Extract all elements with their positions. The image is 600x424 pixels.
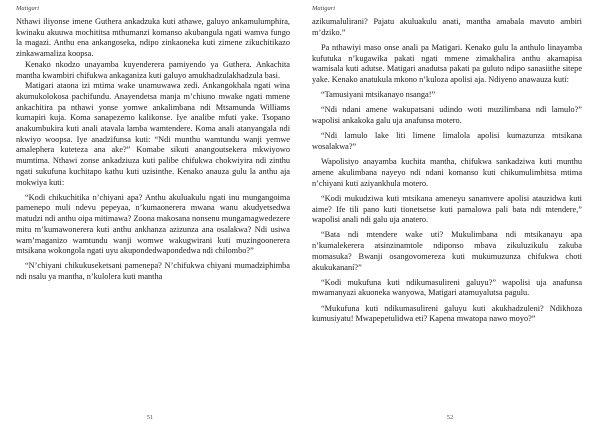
paragraph: “Ndi lamulo lake liti limene limalola apolisi kumazunza mtsikana wosalakwa?” (312, 131, 582, 152)
paragraph: Pa nthawiyi maso onse anali pa Matigari. Kenako gulu la anthulo linayamba kufutuka n’kugawika pakati ngati mmene zimakhalira anthu akamapisa wamisala kuti adutse. Matigari anadutsa pakati pa guluto ndipo sanasiithe sitepe yake. Kenako anatukula mkono n’kuloza apolisi aja. Ndiyeno anawauza kuti: (312, 42, 582, 85)
paragraph: “Bata ndi mtendere wake uti? Mukulimbana ndi mtsikanayu apa n’kumalekerera atsinzinamtole ndiponso mbava zikuluzikulu zakuba momasuka? Bwanji osangovomereza kuti mukumuzunza chifukwa choti akukukananí?” (312, 230, 582, 272)
paragraph: “Ndi ndani amene wakupatsani udindo woti muzilimbana ndi lamulo?” wapolisi ankakoka galu uja anafunsa motero. (312, 105, 582, 126)
paragraph: “N’chiyani chikukuseketsani pamenepa? N’chifukwa chiyani mumadziphimba ndi nsalu ya mantha, n’kulolera kuti mantha (16, 261, 290, 282)
paragraph: “Kodi mukudziwa kuti mtsikana ameneyu sanamvere apolisi atauzidwa kuti aime? Ife tili pano kuti tionetsetse kuti pamalowa pali bata ndi mtendere,” wapolisi anali ndi galu uja anatero. (312, 193, 582, 225)
paragraph: “Tamusiyani mtsikanayo nsanga!” (321, 90, 436, 100)
page-number: 51 (146, 414, 154, 421)
paragraph: Wapolisiyo anayamba kuchita mantha, chifukwa sankadziwa kuti munthu amene akulimbana nayeyo ndi ndani komanso kuti chikumulimbitsa mtima n’chiyani kuti aziyankhula motero. (312, 157, 582, 188)
body-text (312, 17, 582, 325)
paragraph: “Kodi mukufuna kuti ndikumasulireni galuyu?” wapolisi uja anafunsa mwamanyazi akuoneka wanyowa, Matigari atamuyalutsa pagulu. (312, 277, 582, 298)
right-page (300, 0, 600, 424)
paragraph: “Kodi chikuchitika n’chiyani apa? Anthu akuluakulu ngati inu mungangoima pamenepo muli ndevu pepeyaa, n’kumaonerera mwana wanu akudyetsedwa matudzi ndi anthu oipa mitimawa? Zoona makosana nonsenu mungamagwedezere mitu m’kumawonerera kuti anthu ankhanza azizunza ana osalakwa? Ndi usiwa wam’maganizo wamtundu wanji womwe wakugwirani kuti muzingoonerera mtsikana wokongola ngati uyu akupondedwapondedwa ndi chilombo?” (16, 192, 290, 256)
paragraph: Nthawi iliyonse imene Guthera ankadzuka kuti athawe, galuyo ankamulumphira, kwinaku akuuwa mochititsa mthumanzi komanso akubangula ngati wamva fungo la magazi. Anthu ena ankangoseka, ndipo zinkaoneka kuti zimene zikuchitikazo zinkawamaliza koopsa. (16, 17, 290, 59)
running-head: Matigari (312, 5, 336, 12)
body-text (16, 17, 290, 283)
paragraph: “Mukufuna kuti ndikumasulireni galuyu kuti akukhadzuleni? Ndikhoza kumusiyatu! Mwapepetulidwa eti? Kapena mwatopa nawo moyo?” (312, 303, 582, 324)
paragraph: Matigari ataona izi mtima wake unamuwawa zedi. Ankangokhala ngati wina akumukolokosa pachifundu. Anayendetsa manja m’chiuno mwake ngati mmene ankachitira pa nthawi yonse yomwe ankalimbana ndi Mtsamunda Williams kumapiri kuja. Koma sanapezemo kalikonse. Iye analibe mfuti yake. Tsopano anakumbukira kuti anali atavala lamba wamtendere. Koma anali atanyangala ndi nkwiyo woopsa. Iye anadzifunsa kuti: “Ndi munthu wamtundu wanji yemwe amalephera kuteteza ana ake?” Komabe sikuti anangoutsekera mkwiyowo mumtima. Nthawi zonse ankadziuza kuti palibe chifukwa chokwiyira ndi zinthu ngati sukufuna kuchitapo kathu kuti uzisinthe. Kenako anauza gulu la anthu aja mokwiya kuti: (16, 81, 290, 187)
page-number: 52 (446, 414, 454, 421)
paragraph: Kenako nkodzo unayamba kuyenderera pamiyendo ya Guthera. Ankachita mantha kwambiri chifukwa ankaganiza kuti galuyo amukhadzulakhadzula basi. (16, 59, 290, 80)
running-head: Matigari (16, 5, 40, 12)
paragraph: azikumalulirani? Pajatu akuluakulu anati, mantha amabala mavuto ambiri m’dziko.” (312, 17, 582, 37)
